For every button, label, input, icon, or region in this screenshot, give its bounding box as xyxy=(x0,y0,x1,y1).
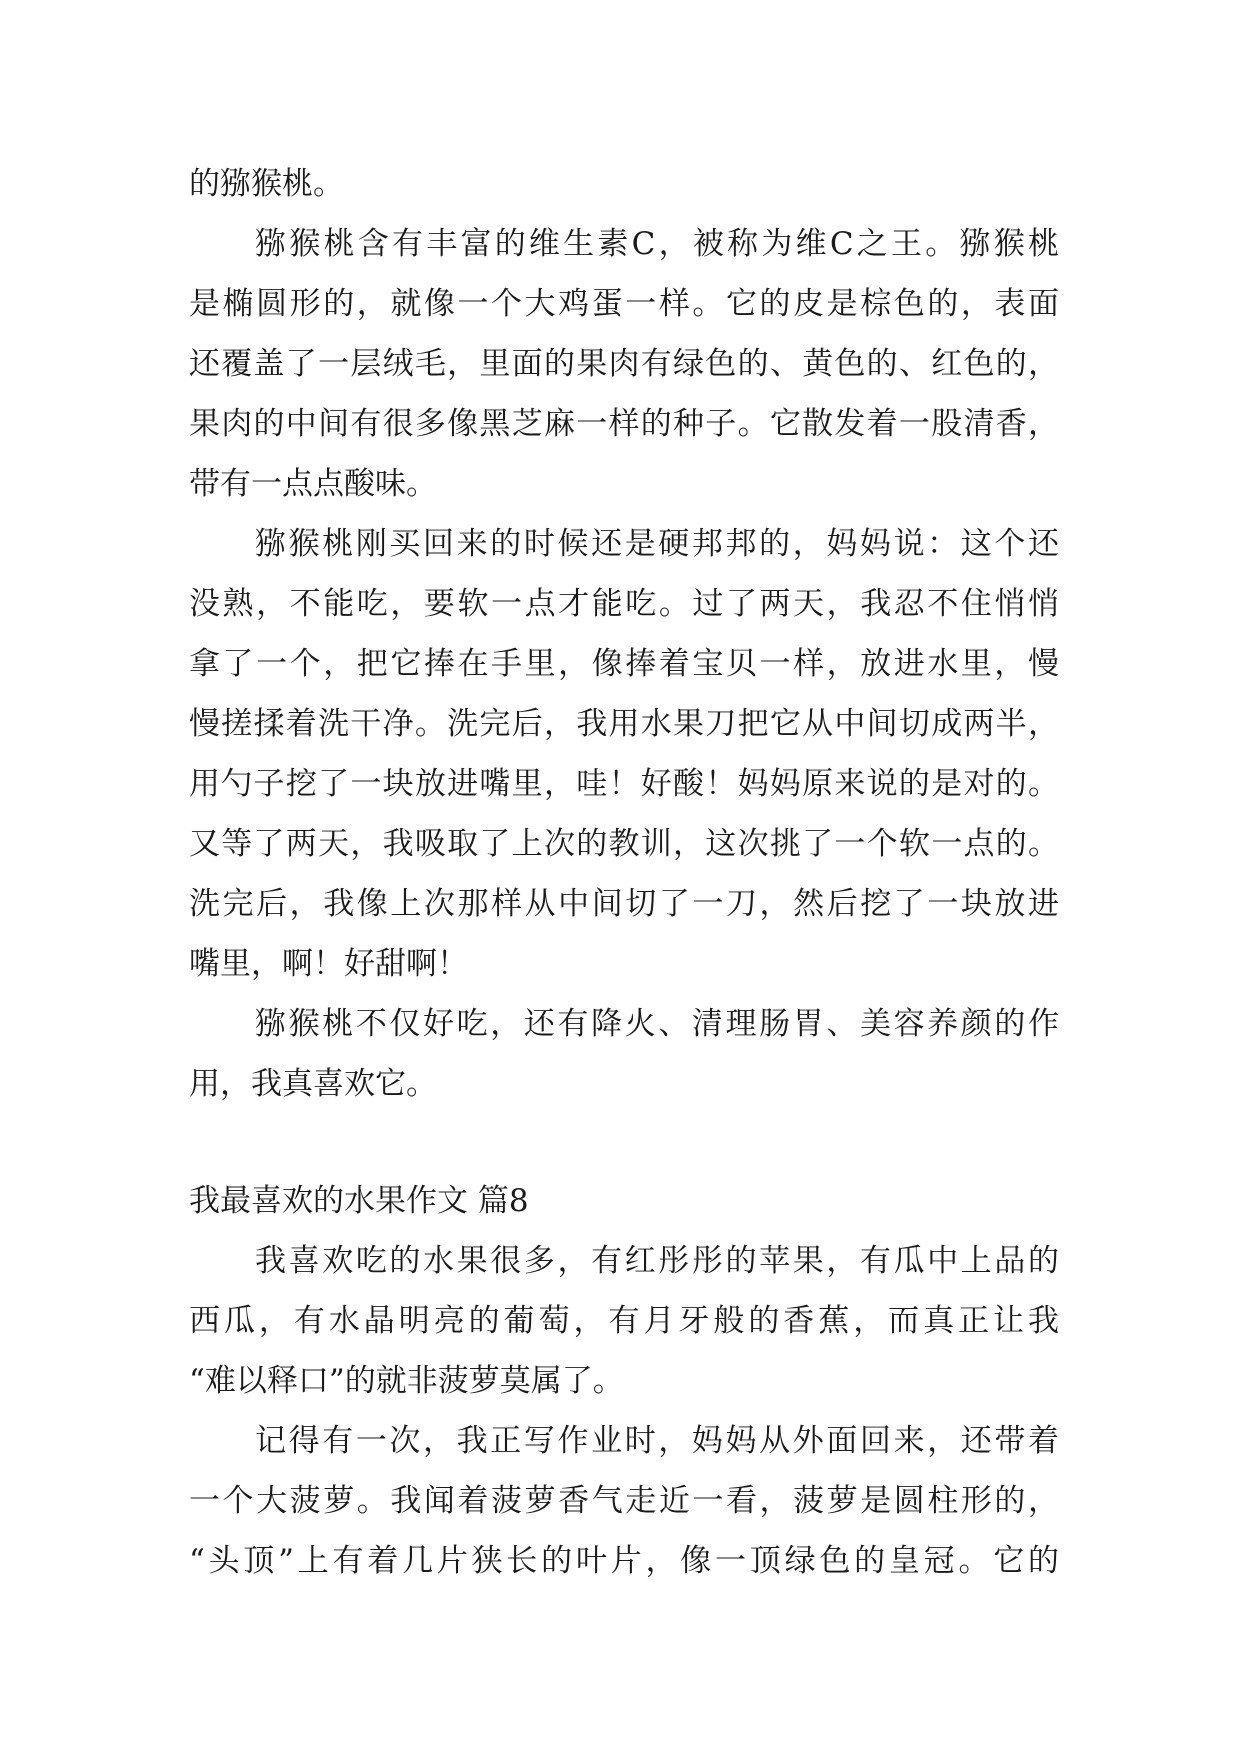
text-line: 一个大菠萝。我闻着菠萝香气走近一看，菠萝是圆柱形的， xyxy=(189,1483,1059,1519)
text-line: 又等了两天，我吸取了上次的教训，这次挑了一个软一点的。 xyxy=(189,826,1059,862)
text-line: 是椭圆形的，就像一个大鸡蛋一样。它的皮是棕色的，表面 xyxy=(189,286,1059,322)
text-line: 洗完后，我像上次那样从中间切了一刀，然后挖了一块放进 xyxy=(189,886,1059,922)
text-line: 的猕猴桃。 xyxy=(189,166,344,202)
text-line: 用勺子挖了一块放进嘴里，哇！好酸！妈妈原来说的是对的。 xyxy=(189,766,1059,802)
text-line: 猕猴桃不仅好吃，还有降火、清理肠胃、美容养颜的作 xyxy=(255,1006,1059,1042)
text-line: 猕猴桃刚买回来的时候还是硬邦邦的，妈妈说：这个还 xyxy=(255,526,1059,562)
text-line: “难以释口”的就非菠萝莫属了。 xyxy=(189,1363,624,1399)
text-line: 记得有一次，我正写作业时，妈妈从外面回来，还带着 xyxy=(255,1423,1059,1459)
text-line: 果肉的中间有很多像黑芝麻一样的种子。它散发着一股清香， xyxy=(189,406,1059,442)
text-line: 猕猴桃含有丰富的维生素C，被称为维C之王。猕猴桃 xyxy=(255,226,1059,262)
text-line: 带有一点点酸味。 xyxy=(189,466,437,502)
section-heading: 我最喜欢的水果作文 篇8 xyxy=(189,1183,529,1219)
text-line: 嘴里，啊！好甜啊！ xyxy=(189,946,468,982)
text-line: 慢搓揉着洗干净。洗完后，我用水果刀把它从中间切成两半， xyxy=(189,706,1059,742)
text-line: 没熟，不能吃，要软一点才能吃。过了两天，我忍不住悄悄 xyxy=(189,586,1059,622)
text-line: 西瓜，有水晶明亮的葡萄，有月牙般的香蕉，而真正让我 xyxy=(189,1303,1059,1339)
text-line: 我喜欢吃的水果很多，有红彤彤的苹果，有瓜中上品的 xyxy=(255,1243,1059,1279)
text-line: 用，我真喜欢它。 xyxy=(189,1066,437,1102)
text-line: 还覆盖了一层绒毛，里面的果肉有绿色的、黄色的、红色的， xyxy=(189,346,1059,382)
text-line: 拿了一个，把它捧在手里，像捧着宝贝一样，放进水里，慢 xyxy=(189,646,1059,682)
text-line: “头顶”上有着几片狭长的叶片，像一顶绿色的皇冠。它的 xyxy=(189,1543,1059,1579)
